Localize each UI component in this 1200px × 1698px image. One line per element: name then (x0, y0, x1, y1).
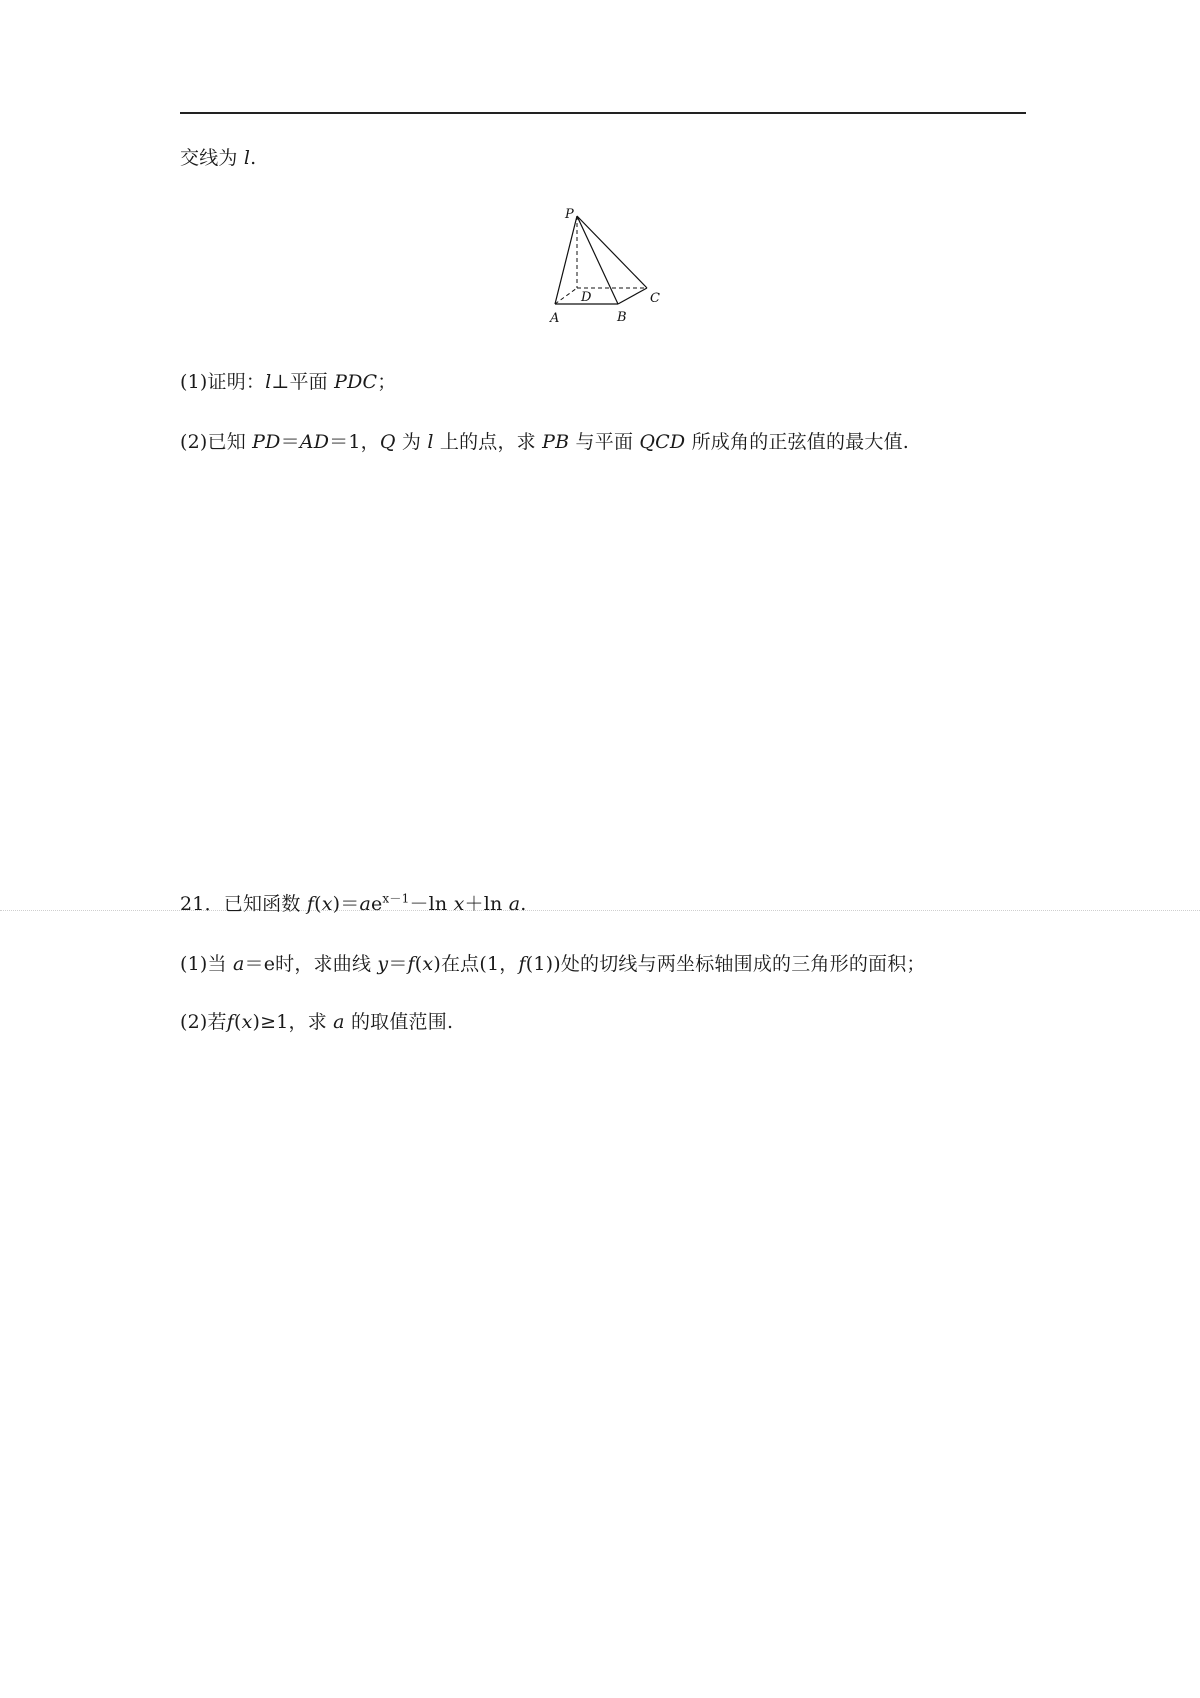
problem21-part2: (2)若f(x)≥1，求 a 的取值范围. (180, 1011, 454, 1033)
problem20-part1: (1)证明：l⊥平面 PDC； (180, 371, 397, 393)
edge-BC (618, 288, 647, 304)
label-P: P (565, 207, 574, 222)
problem21-stem: 21．已知函数 $f(x)=ae^{x-1}-\ln$ x＋ln a. (180, 891, 527, 915)
label-B: B (617, 310, 627, 325)
edge-PC (577, 216, 647, 288)
label-A: A (550, 311, 560, 326)
problem20-part2: (2)已知 PD＝AD＝1，Q 为 l 上的点，求 PB 与平面 QCD 所成角的正弦值的最大值. (180, 431, 910, 453)
label-C: C (650, 291, 660, 306)
header-rule (180, 112, 1026, 114)
pyramid-diagram (545, 205, 675, 333)
label-D: D (581, 290, 592, 305)
problem20-intro: 交线为 l. (180, 147, 257, 169)
problem21-part1: (1)当 a＝e时，求曲线 y＝f(x)在点(1，f(1))处的切线与两坐标轴围成的三角形的面积； (180, 953, 926, 975)
pyramid-figure (545, 205, 675, 333)
